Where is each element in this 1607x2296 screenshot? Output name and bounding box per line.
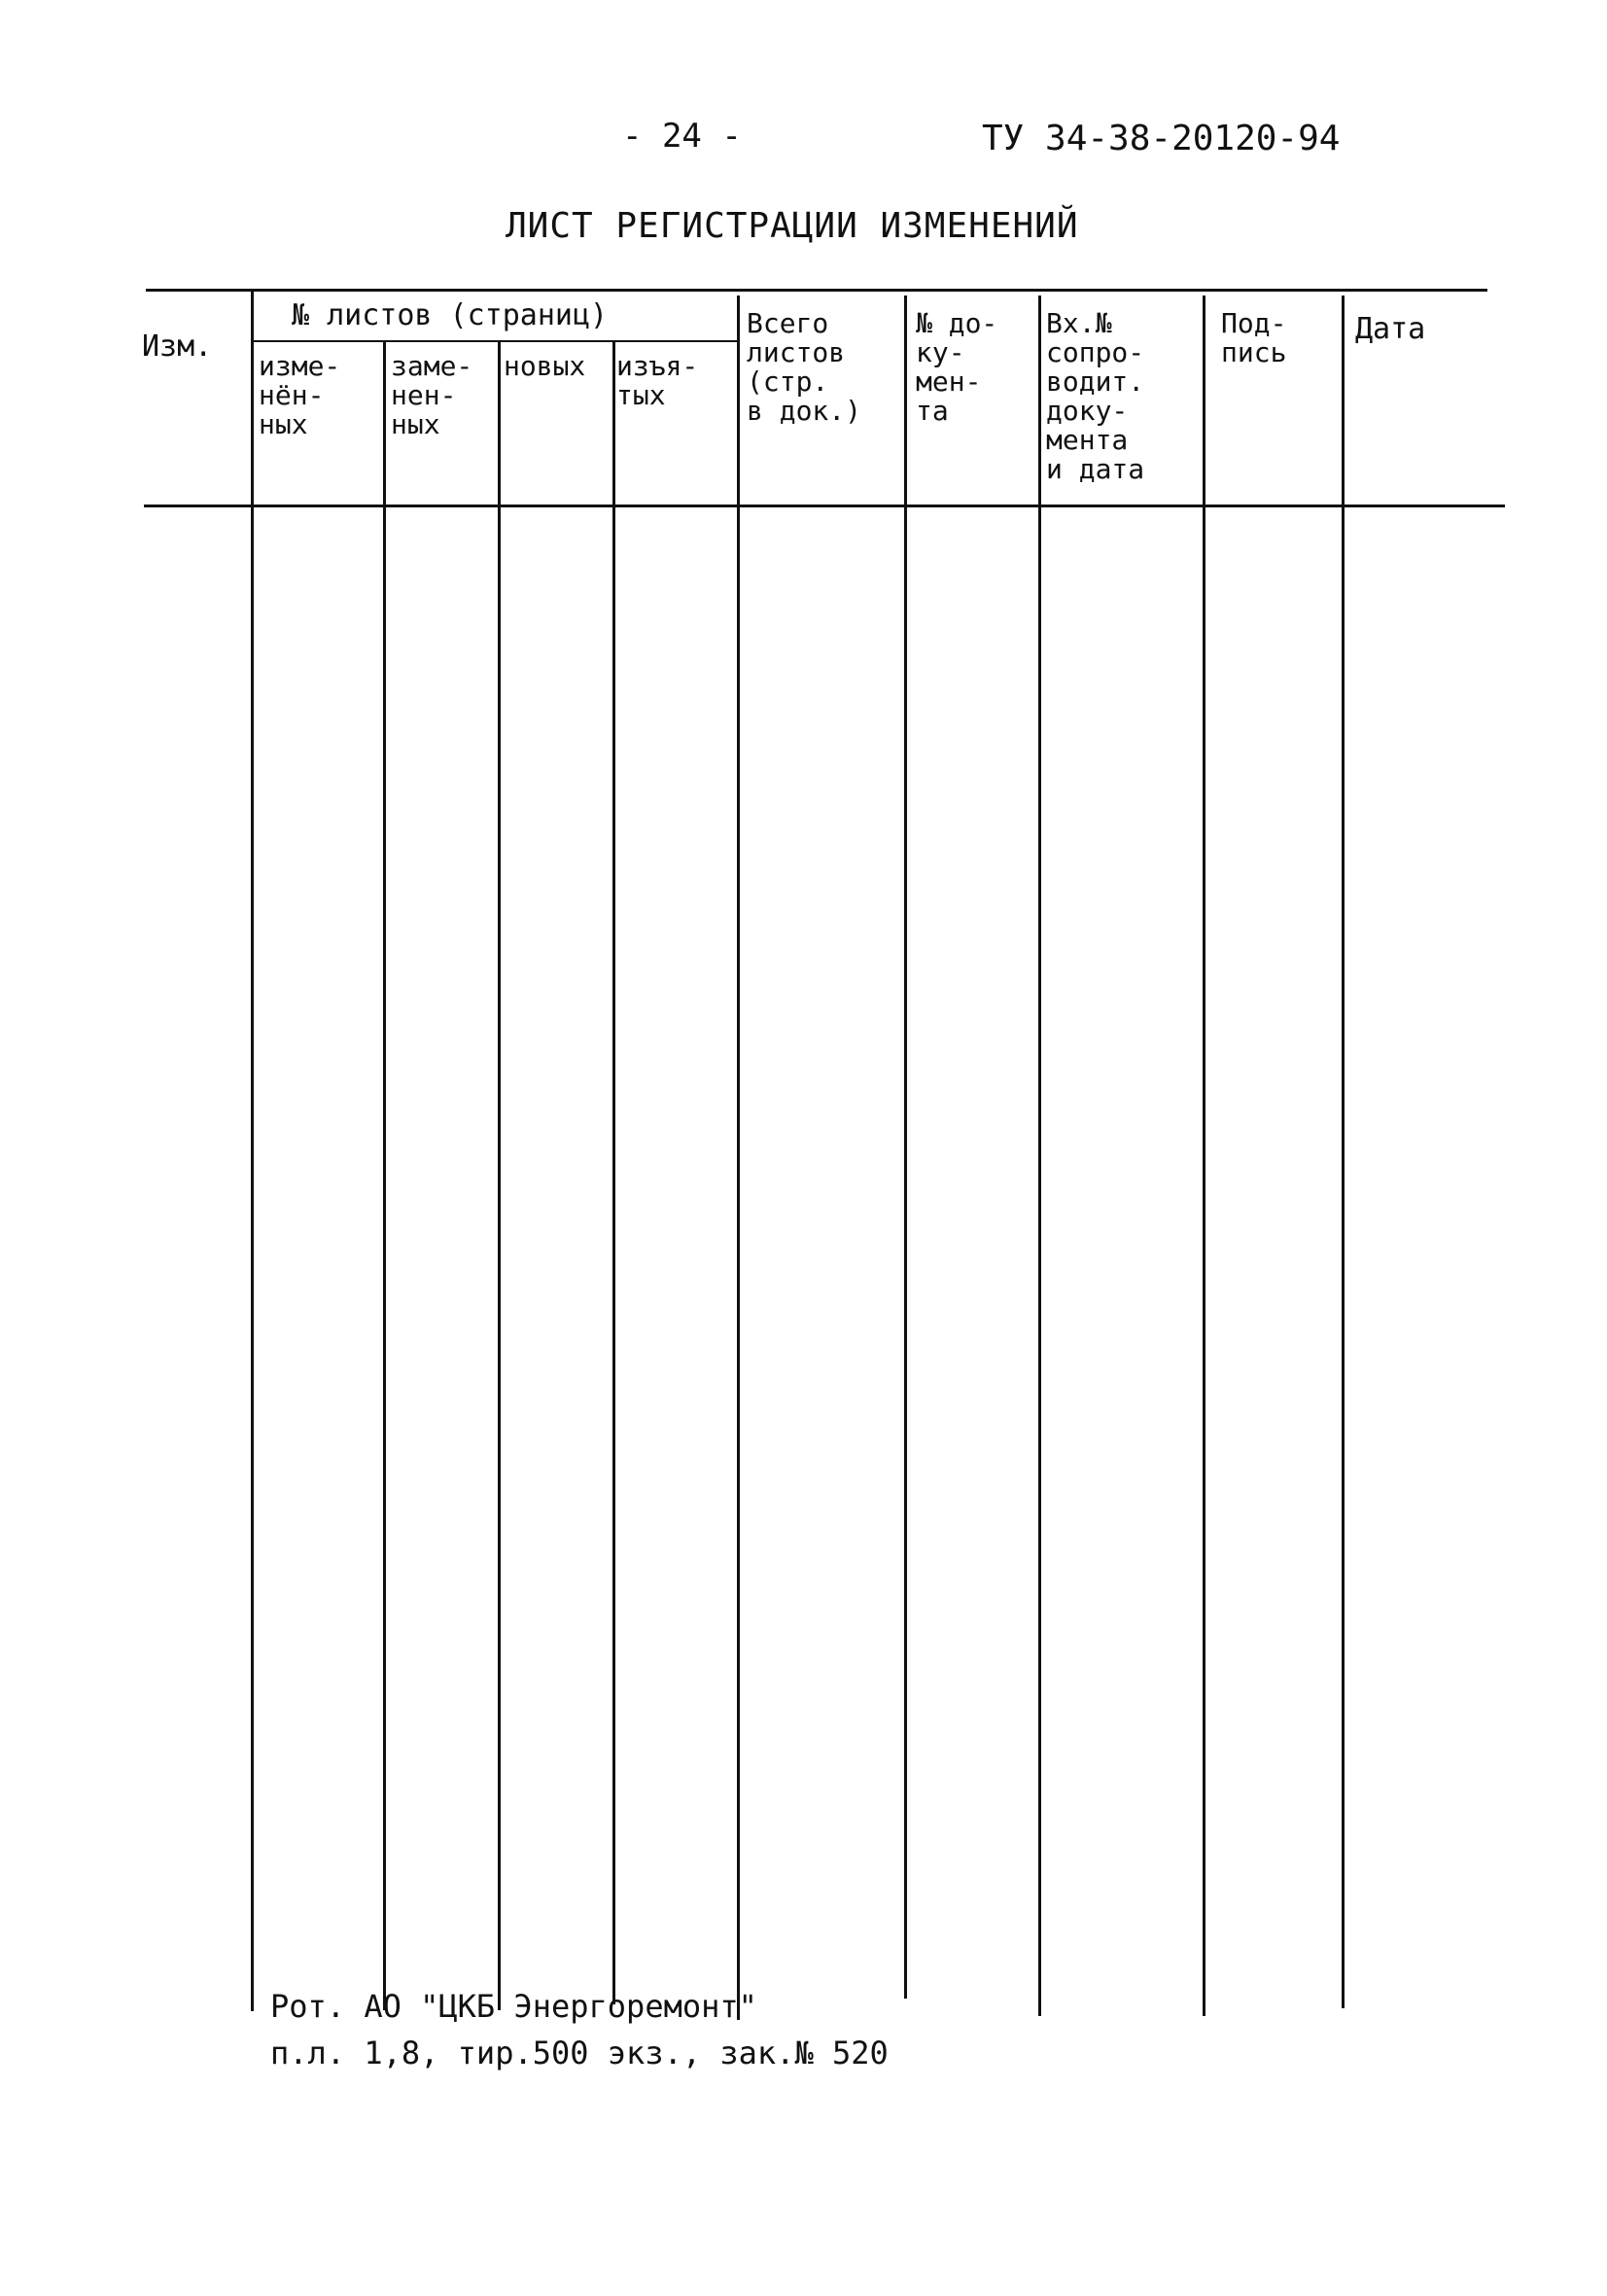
header-izm: Изм. (142, 330, 213, 364)
header-sheet-numbers: № листов (страниц) (292, 298, 609, 332)
header-date: Дата (1355, 312, 1426, 346)
header-incoming-number: Вх.№ сопро- водит. доку- мента и дата (1046, 307, 1145, 485)
header-document-number: № до- ку- мен- та (916, 307, 998, 427)
page-number: - 24 - (622, 117, 742, 156)
column-rule (251, 289, 254, 2011)
column-rule (383, 340, 386, 2010)
column-rule (1203, 296, 1205, 2016)
header-novyh: новых (504, 350, 586, 382)
column-rule (904, 296, 907, 1999)
group-header-rule (251, 340, 737, 342)
table-top-rule (146, 289, 1487, 292)
column-rule (498, 340, 501, 2010)
imprint-line-2: п.л. 1,8, тир.500 экз., зак.№ 520 (270, 2035, 889, 2071)
imprint-line-1: Рот. АО "ЦКБ Энергоремонт" (270, 1988, 757, 2025)
column-rule (737, 296, 740, 2020)
header-izmenennyh: изме- нён- ных (259, 350, 341, 440)
document-code: ТУ 34-38-20120-94 (982, 119, 1341, 158)
column-rule (1342, 296, 1345, 2008)
column-rule (1038, 296, 1041, 2016)
column-rule (612, 340, 615, 2004)
header-signature: Под- пись (1221, 307, 1287, 368)
header-bottom-rule (144, 504, 1505, 507)
header-izyatyh: изъя- тых (616, 350, 699, 411)
page-title: ЛИСТ РЕГИСТРАЦИИ ИЗМЕНЕНИЙ (506, 206, 1079, 246)
header-total-sheets: Всего листов (стр. в док.) (747, 307, 862, 427)
header-zamenennyh: заме- нен- ных (391, 350, 473, 440)
